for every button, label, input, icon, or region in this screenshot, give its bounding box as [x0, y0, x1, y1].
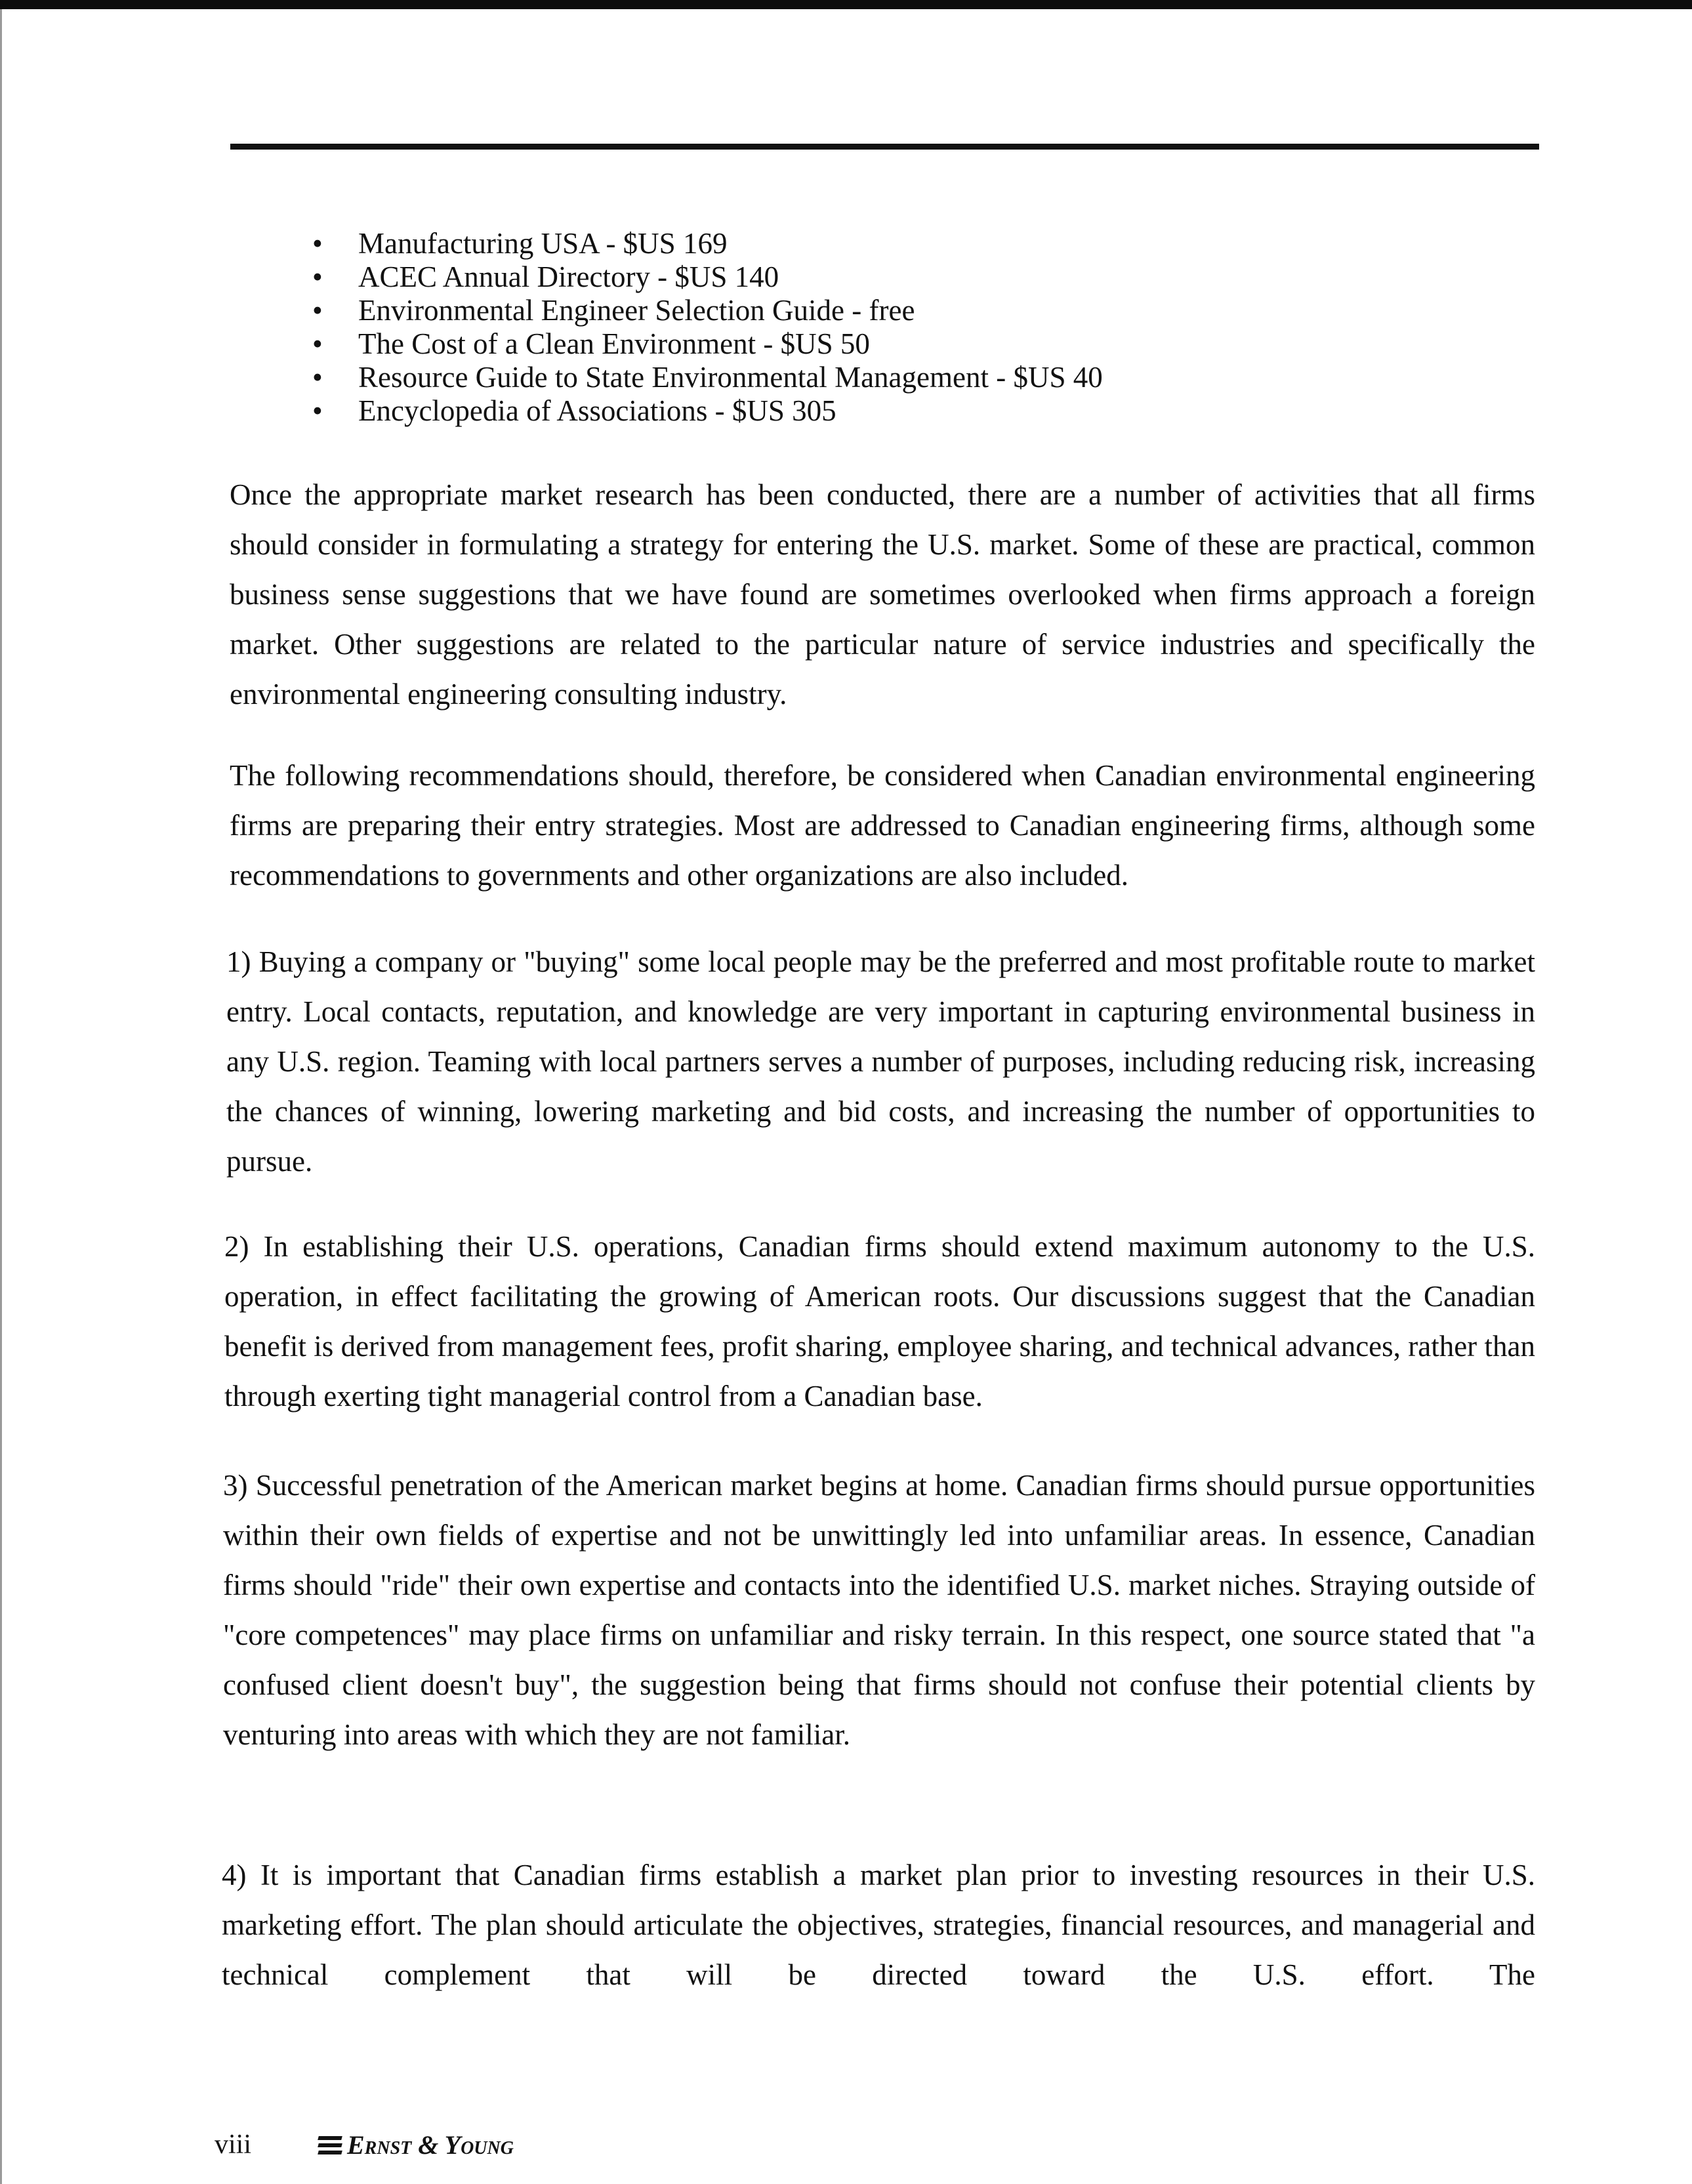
header-rule [230, 144, 1539, 150]
ernst-young-logo [318, 2130, 514, 2160]
logo-mark-icon [318, 2133, 342, 2157]
list-item: • The Cost of a Clean Environment - $US 50 [312, 327, 870, 360]
page-number: viii [215, 2130, 252, 2160]
logo-wordmark: Ernst & Young [347, 2130, 514, 2160]
recommendation-1-paragraph: 1) Buying a company or "buying" some local people may be the preferred and most profitable route to market entry. Local contacts, reputation, and knowledge are very important in capturing environmental business in any U.S. region. Teaming with local partners serves a number of purposes, including reducing risk, increasing the chances of winning, lowering marketing and bid costs, and increasing the number of opportunities to pursue. [226, 945, 1535, 1178]
recommendation-3-paragraph: 3) Successful penetration of the American market begins at home. Canadian firms should pursue opportunities within their own fields of expertise and not be unwittingly led into unfamiliar areas. In essence, Canadian firms should "ride" their own expertise and contacts into the identified U.S. market niches. Straying outside of "core competences" may place firms on unfamiliar and risky terrain. In this respect, one source stated that "a confused client doesn't buy", the suggestion being that firms should not confuse their potential clients by venturing into areas with which they are not familiar. [223, 1469, 1535, 1751]
list-item: • ACEC Annual Directory - $US 140 [312, 260, 779, 293]
bullet-icon: • [312, 294, 323, 327]
intro-paragraph: Once the appropriate market research has been conducted, there are a number of activities that all firms should consider in formulating a strategy for entering the U.S. market. Some of these are practical, common business sense suggestions that we have found are sometimes overlooked when firms approach a foreign market. Other suggestions are related to the particular nature of service industries and specifically the environmental engineering consulting industry. [230, 478, 1535, 711]
bullet-icon: • [312, 361, 323, 394]
bullet-icon: • [312, 327, 323, 360]
list-item: • Encyclopedia of Associations - $US 305 [312, 394, 836, 427]
bullet-icon: • [312, 260, 323, 293]
recommendations-intro-paragraph: The following recommendations should, therefore, be considered when Canadian environmental engineering firms are preparing their entry strategies. Most are addressed to Canadian engineering firms, although some recommendations to governments and other organizations are also included. [230, 759, 1535, 892]
scan-left-edge [0, 9, 2, 2184]
publication-list [306, 227, 1539, 428]
bullet-icon: • [312, 394, 323, 427]
recommendation-4-paragraph: 4) It is important that Canadian firms establish a market plan prior to investing resources in their U.S. marketing effort. The plan should articulate the objectives, strategies, financial resources, and managerial and technical complement that will be directed toward the U.S. effort. The [222, 1859, 1535, 1991]
list-item: • Resource Guide to State Environmental Management - $US 40 [312, 361, 1103, 394]
list-item: • Manufacturing USA - $US 169 [312, 227, 728, 260]
recommendation-2-paragraph: 2) In establishing their U.S. operations, Canadian firms should extend maximum autonomy to the U.S. operation, in effect facilitating the growing of American roots. Our discussions suggest that the Canadian benefit is derived from management fees, profit sharing, employee sharing, and technical advances, rather than through exerting tight managerial control from a Canadian base. [224, 1230, 1535, 1412]
list-item: • Environmental Engineer Selection Guide - free [312, 294, 915, 327]
scan-top-edge [0, 0, 1692, 9]
bullet-icon: • [312, 227, 323, 260]
